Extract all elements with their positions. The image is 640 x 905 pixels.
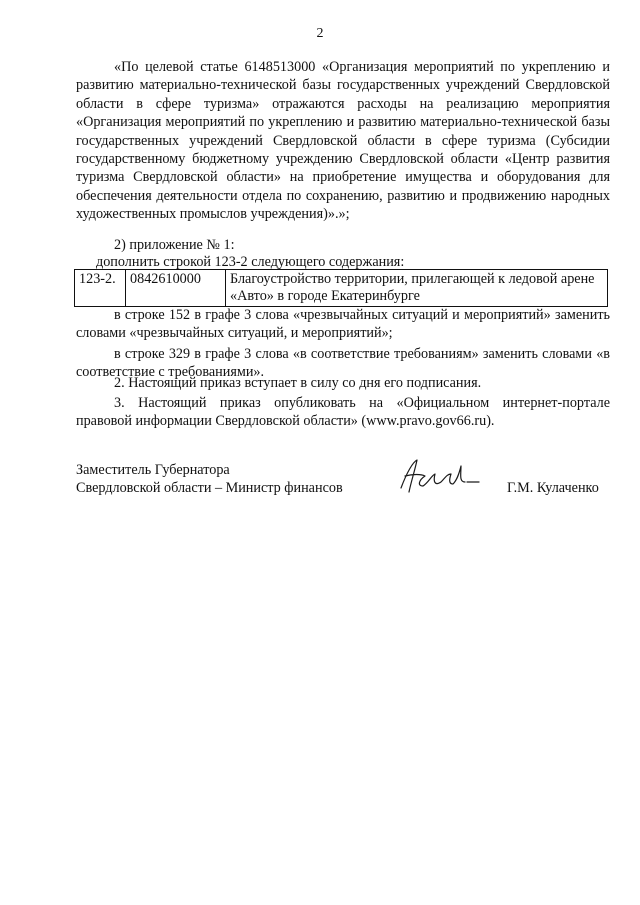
- signatory-name: Г.М. Кулаченко: [507, 480, 599, 496]
- page-number: 2: [316, 26, 324, 41]
- signatory-title-line1: Заместитель Губернатора: [76, 462, 230, 478]
- signatory-title-line2: Свердловской области – Министр финансов: [76, 480, 343, 497]
- paragraph-effective-date: 2. Настоящий приказ вступает в силу со дня его подписания.: [114, 375, 482, 391]
- paragraph-row-152: в строке 152 в графе 3 слова «чрезвычайных ситуаций и мероприятий» заменить словами «чрезвычайных ситуаций, и мероприятий»;: [76, 307, 610, 342]
- paragraph-target-article: «По целевой статье 6148513000 «Организация мероприятий по укреплению и развитию материально-технической базы государственных учреждений Свердловской области в сфере туризма» отражаются расходы на реализацию мероприятия «Организация мероприятий по укреплению и развитию материально-технической базы государственных учреждений Свердловской области в сфере туризма (Субсидии государственному бюджетному учреждению Свердловской области «Центр развития туризма Свердловской области» на приобретение имущества и оборудования для обеспечения деятельности отдела по сохранению, развитию и продвижению народных художественных промыслов учреждения)».»;: [76, 59, 610, 223]
- paragraph-row-329: в строке 329 в графе 3 слова «в соответствие требованиям» заменить словами «в соответствие с требованиями».: [76, 346, 610, 381]
- signatory-title: [76, 461, 343, 498]
- row-number-cell: 123-2.: [75, 270, 126, 307]
- table-row: [75, 270, 608, 307]
- handwritten-signature: [395, 452, 485, 502]
- row-description-cell: Благоустройство территории, прилегающей к ледовой арене «Авто» в городе Екатеринбурге: [226, 270, 608, 307]
- inserted-row-table: [74, 269, 608, 307]
- row-code-cell: 0842610000: [126, 270, 226, 307]
- paragraph-add-row: дополнить строкой 123-2 следующего содержания:: [96, 254, 405, 270]
- paragraph-appendix-1: 2) приложение № 1:: [114, 237, 235, 253]
- paragraph-publish: 3. Настоящий приказ опубликовать на «Официальном интернет-портале правовой информации Свердловской области» (www.pravo.gov66.ru).: [76, 395, 610, 430]
